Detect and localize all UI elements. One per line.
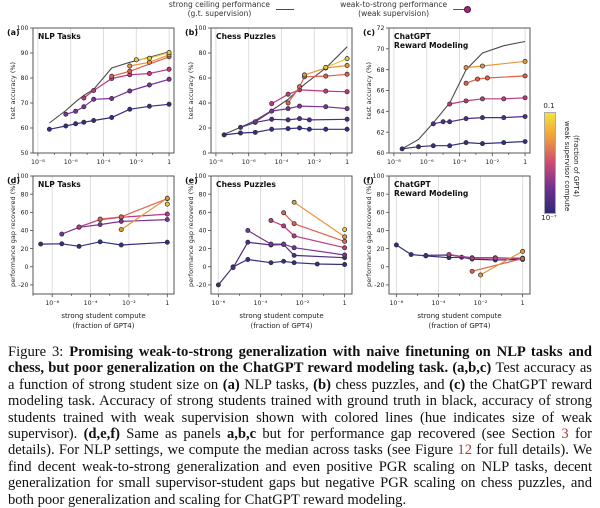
svg-text:72: 72	[376, 25, 385, 33]
svg-text:80: 80	[198, 191, 207, 199]
svg-text:10⁻⁶: 10⁻⁶	[241, 159, 256, 166]
colorbar	[536, 102, 598, 272]
svg-text:ChatGPT: ChatGPT	[394, 180, 431, 189]
panel-d-chart	[6, 172, 178, 340]
svg-text:20: 20	[20, 245, 29, 253]
legend-ceiling-label-line2: (g.t. supervision)	[187, 8, 252, 18]
svg-text:Chess Puzzles: Chess Puzzles	[216, 180, 276, 189]
svg-text:60: 60	[20, 125, 29, 133]
svg-text:NLP Tasks: NLP Tasks	[38, 180, 81, 189]
svg-text:performance gap recovered (%): performance gap recovered (%)	[365, 183, 373, 287]
svg-text:NLP Tasks: NLP Tasks	[38, 32, 81, 41]
svg-text:40: 40	[376, 227, 385, 235]
svg-text:1: 1	[342, 300, 347, 307]
svg-text:performance gap recovered (%): performance gap recovered (%)	[9, 183, 17, 287]
panel-b-chart	[184, 24, 356, 170]
svg-text:40: 40	[198, 227, 207, 235]
panel-a-chart	[6, 24, 178, 170]
svg-text:10⁻⁴: 10⁻⁴	[253, 300, 268, 307]
svg-text:70: 70	[20, 100, 29, 108]
svg-text:60: 60	[198, 209, 207, 217]
caption-run: (a)	[222, 376, 240, 393]
svg-text:90: 90	[20, 50, 29, 58]
caption-run: (c)	[449, 376, 466, 393]
svg-text:70: 70	[376, 46, 385, 54]
caption-run: Same as panels	[120, 426, 227, 443]
colorbar-axis-label-line1: weak supervisor compute	[563, 120, 571, 212]
svg-text:62: 62	[376, 129, 385, 137]
caption-run: a,b,c	[226, 426, 257, 443]
svg-text:Reward Modeling: Reward Modeling	[394, 41, 469, 50]
svg-text:0: 0	[202, 263, 207, 271]
svg-text:68: 68	[376, 66, 385, 74]
svg-text:10⁻⁶: 10⁻⁶	[211, 300, 226, 307]
legend-weak-label-line1: weak-to-strong performance	[340, 0, 448, 9]
svg-text:100: 100	[372, 173, 385, 181]
colorbar-top-label: 0.1	[543, 102, 555, 110]
svg-text:20: 20	[198, 125, 207, 133]
svg-text:0: 0	[24, 263, 29, 271]
svg-text:ChatGPT: ChatGPT	[394, 32, 431, 41]
svg-text:20: 20	[198, 245, 207, 253]
panel-row-top	[6, 24, 534, 170]
panel-row-bottom	[6, 172, 534, 340]
caption-run: for details). For NLP settings, we compute the median across tasks (see Figure	[8, 426, 592, 459]
svg-text:performance gap recovered (%): performance gap recovered (%)	[187, 183, 195, 287]
svg-text:-20: -20	[374, 282, 385, 290]
ceiling-line-icon	[276, 9, 294, 10]
caption-run: chess puzzles, and	[330, 376, 450, 393]
svg-text:(f): (f)	[363, 176, 374, 185]
weak-line-marker-icon	[453, 6, 471, 13]
legend-weak-dot	[464, 6, 471, 13]
colorbar-bottom-label: 10⁻⁷	[541, 214, 557, 222]
svg-text:10⁻²: 10⁻²	[485, 159, 500, 166]
legend-weak-label-line2: (weak supervision)	[358, 8, 430, 18]
caption-run: (b)	[313, 376, 331, 393]
svg-text:10⁻⁶: 10⁻⁶	[45, 300, 60, 307]
legend-ceiling-label-line1: strong ceiling performance	[168, 0, 271, 9]
panel-e-chart	[184, 172, 356, 340]
svg-text:1: 1	[345, 159, 350, 166]
svg-text:100: 100	[194, 25, 207, 33]
svg-text:66: 66	[376, 87, 385, 95]
legend-item-weak	[340, 1, 471, 18]
colorbar-gradient	[544, 112, 556, 214]
colorbar-axis-label	[562, 102, 580, 230]
svg-text:40: 40	[20, 227, 29, 235]
caption-run: Figure 3:	[8, 344, 70, 360]
svg-text:60: 60	[20, 209, 29, 217]
svg-text:(d): (d)	[7, 176, 21, 185]
caption-run: for full details). We find decent weak-to-strong generalization and even positive PGR scaling on NLP tasks, decent generalization for small supervisor-student gaps but negative PGR scaling on chess puzzles, and both poor generalization and scaling for ChatGPT reward modeling.	[8, 442, 592, 508]
svg-text:10⁻⁸: 10⁻⁸	[30, 159, 45, 166]
svg-text:(c): (c)	[363, 28, 376, 37]
svg-text:(a): (a)	[7, 28, 20, 37]
svg-text:-20: -20	[18, 282, 29, 290]
svg-text:(fraction of GPT4): (fraction of GPT4)	[250, 322, 313, 330]
svg-text:-20: -20	[196, 282, 207, 290]
svg-text:64: 64	[376, 108, 385, 116]
colorbar-axis-label-line2: (fraction of GPT4)	[572, 135, 580, 197]
svg-text:10⁻⁶: 10⁻⁶	[389, 300, 404, 307]
svg-text:10⁻²: 10⁻²	[473, 300, 488, 307]
svg-text:60: 60	[376, 150, 385, 158]
figure-legend	[40, 1, 600, 18]
svg-text:60: 60	[198, 75, 207, 83]
svg-text:10⁻²: 10⁻²	[295, 300, 310, 307]
svg-text:Chess Puzzles: Chess Puzzles	[216, 32, 276, 41]
svg-text:strong student compute: strong student compute	[61, 312, 146, 320]
svg-text:1: 1	[165, 300, 170, 307]
figure-caption	[8, 344, 592, 508]
legend-ceiling-label	[169, 1, 270, 18]
svg-text:1: 1	[167, 159, 172, 166]
svg-text:(fraction of GPT4): (fraction of GPT4)	[72, 322, 135, 330]
svg-text:60: 60	[376, 209, 385, 217]
svg-text:0: 0	[202, 150, 207, 158]
svg-text:80: 80	[20, 191, 29, 199]
svg-text:80: 80	[376, 191, 385, 199]
caption-run: (d,e,f)	[83, 426, 121, 443]
caption-run: 3	[561, 426, 569, 443]
svg-text:10⁻⁴: 10⁻⁴	[83, 300, 98, 307]
svg-text:10⁻²: 10⁻²	[121, 300, 136, 307]
svg-text:80: 80	[198, 50, 207, 58]
caption-run: 12	[457, 442, 472, 459]
svg-text:(fraction of GPT4): (fraction of GPT4)	[428, 322, 491, 330]
caption-run: NLP tasks,	[239, 376, 314, 393]
svg-text:strong student compute: strong student compute	[417, 312, 502, 320]
svg-text:1: 1	[523, 159, 528, 166]
svg-text:10⁻⁴: 10⁻⁴	[274, 159, 289, 166]
svg-text:10⁻⁸: 10⁻⁸	[386, 159, 401, 166]
svg-text:(e): (e)	[185, 176, 198, 185]
svg-text:10⁻⁴: 10⁻⁴	[431, 300, 446, 307]
panel-f-chart	[362, 172, 534, 340]
svg-text:40: 40	[198, 100, 207, 108]
svg-text:10⁻⁶: 10⁻⁶	[419, 159, 434, 166]
svg-text:strong student compute: strong student compute	[239, 312, 324, 320]
svg-text:100: 100	[16, 25, 29, 33]
legend-ceiling-line	[276, 9, 294, 10]
svg-text:test accuracy (%): test accuracy (%)	[9, 61, 17, 120]
caption-run: Promising weak-to-strong generalization with naive finetuning on NLP tasks and chess, but poor generalization on the ChatGPT reward modeling task. (a,b,c)	[8, 344, 592, 377]
svg-text:(b): (b)	[185, 28, 199, 37]
svg-text:10⁻⁶: 10⁻⁶	[63, 159, 78, 166]
svg-text:10⁻⁴: 10⁻⁴	[96, 159, 111, 166]
svg-text:100: 100	[16, 173, 29, 181]
svg-text:1: 1	[520, 300, 525, 307]
panel-c-chart	[362, 24, 534, 170]
svg-text:test accuracy (%): test accuracy (%)	[365, 61, 373, 120]
svg-text:10⁻⁸: 10⁻⁸	[208, 159, 223, 166]
svg-text:Reward Modeling: Reward Modeling	[394, 189, 469, 198]
svg-text:test accuracy (%): test accuracy (%)	[187, 61, 195, 120]
caption-run: but for performance gap recovered (see Section	[256, 426, 562, 443]
svg-text:20: 20	[376, 245, 385, 253]
svg-text:10⁻²: 10⁻²	[129, 159, 144, 166]
svg-text:100: 100	[194, 173, 207, 181]
caption-run: Test accuracy as a function of strong student size on	[8, 360, 592, 393]
svg-text:80: 80	[20, 75, 29, 83]
caption-run: the ChatGPT reward modeling task. Accuracy of strong students trained with ground truth in black, accuracy of strong students trained with weak supervision shown with colored lines (hue indicates size of weak supervisor).	[8, 376, 592, 443]
svg-text:0: 0	[380, 263, 385, 271]
svg-text:10⁻⁴: 10⁻⁴	[452, 159, 467, 166]
legend-weak-label	[340, 1, 447, 18]
svg-text:50: 50	[20, 150, 29, 158]
svg-text:10⁻²: 10⁻²	[307, 159, 322, 166]
legend-item-ceiling	[169, 1, 294, 18]
